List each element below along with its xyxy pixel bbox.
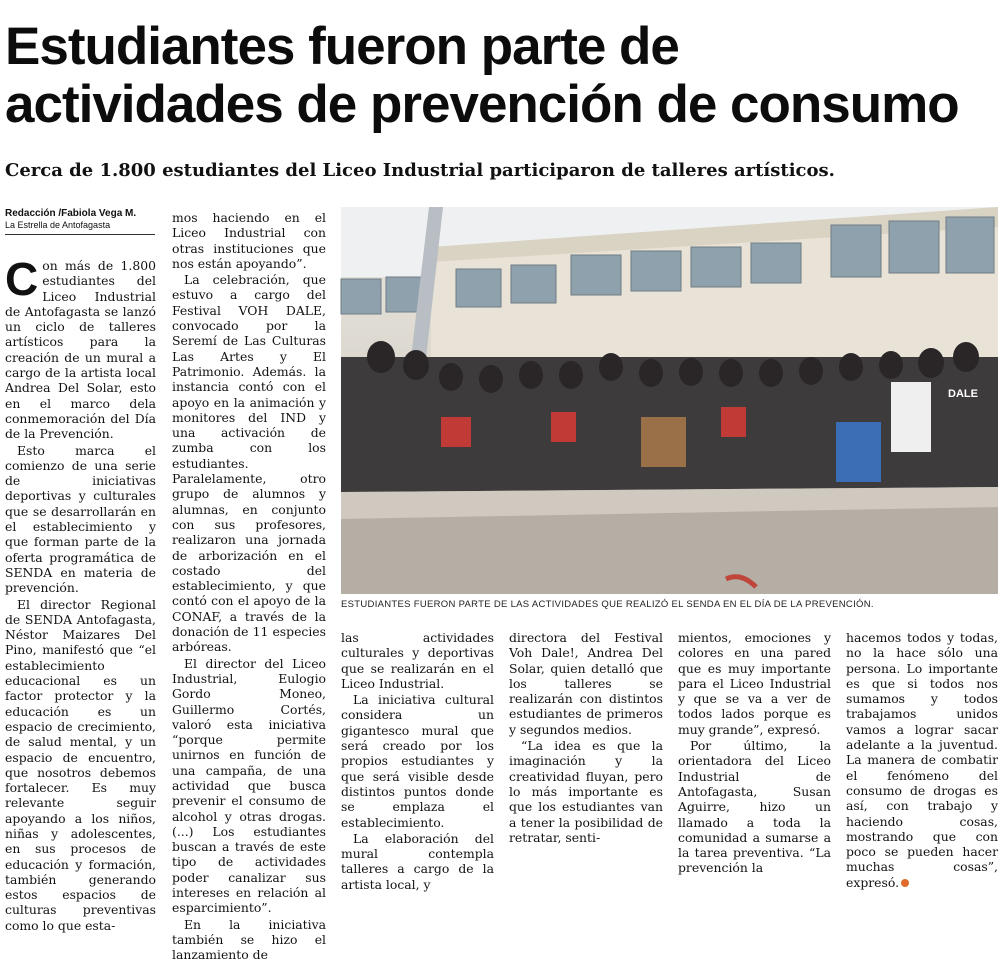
paragraph: En la iniciativa también se hizo el lanzamiento de (172, 916, 326, 963)
outlet: La Estrella de Antofagasta (5, 220, 111, 230)
paragraph: Por último, la orientadora del Liceo Industrial de Antofagasta, Susan Aguirre, hizo un llamado a toda la comunidad a sumarse a la tarea preventiva. “La prevención la (678, 738, 831, 876)
subhead: Cerca de 1.800 estudiantes del Liceo Industrial participaron de talleres artísticos. (5, 160, 835, 181)
paragraph: El director Regional de SENDA Antofagasta, Néstor Maizares Del Pino, manifestó que “el establecimiento educacional es un factor protector y la educación es un espacio de crecimiento, de salud mental, y un espacio de encuentro, que nosotros debemos fortalecer. Es muy relevante seguir apoyando a los niños, niñas y adolescentes, en sus procesos de educación y formación, también generando estos espacios de culturas preventivas como lo que esta- (5, 596, 156, 933)
paragraph: “La idea es que la imaginación y la creatividad fluyan, pero lo más importante es que los estudiantes van a tener la posibilidad de retratar, senti- (509, 738, 663, 845)
byline (5, 208, 155, 235)
end-of-article-icon (901, 879, 909, 887)
headline-line-2: actividades de prevención de consumo (5, 75, 959, 134)
paragraph: las actividades culturales y deportivas que se realizarán en el Liceo Industrial. (341, 630, 494, 691)
article-column-2 (172, 210, 326, 963)
paragraph: hacemos todos y todas, no la hace sólo una persona. Lo importante es que si todos nos sumamos y todos trabajamos unidos vamos a lograr sacar adelante a la juventud. La manera de combatir el fenómeno del consumo de drogas es así, con trabajo y haciendo cosas, mostrando que con poco se pueden hacer muchas cosas”, expresó. (846, 630, 998, 890)
paragraph: mos haciendo en el Liceo Industrial con otras instituciones que nos están apoyando”. (172, 210, 326, 271)
article-column-5 (678, 630, 831, 876)
paragraph-intro: Con más de 1.800 estudiantes del Liceo Industrial de Antofagasta se lanzó un ciclo de talleres artísticos para la creación de un mural a cargo de la artista local Andrea Del Solar, esto en el marco dela conmemoración del Día de la Prevención. (5, 253, 156, 442)
paragraph: Esto marca el comienzo de una serie de iniciativas deportivas y culturales que se desarrollarán en el establecimiento y que forman parte de la oferta programática de SENDA en materia de prevención. (5, 442, 156, 596)
headline-line-1: Estudiantes fueron parte de (5, 17, 679, 76)
article-column-3 (341, 630, 494, 892)
author: Redacción /Fabiola Vega M. (5, 208, 137, 219)
paragraph: La elaboración del mural contempla talleres a cargo de la artista local, y (341, 830, 494, 892)
group-photo-illustration (341, 207, 998, 594)
paragraph: El director del Liceo Industrial, Eulogio Gordo Moneo, Guillermo Cortés, valoró esta iniciativa “porque permite unirnos en función de una campaña, de una actividad que busca prevenir el consumo de alcohol y otras drogas. (...) Los estudiantes buscan a través de este tipo de actividades poder canalizar sus intereses en relación al esparcimiento”. (172, 655, 326, 916)
paragraph: directora del Festival Voh Dale!, Andrea Del Solar, quien detalló que los talleres se realizarán con distintos estudiantes de primeros y segundos medios. (509, 630, 663, 737)
article-column-4 (509, 630, 663, 845)
paragraph: La celebración, que estuvo a cargo del Festival VOH DALE, convocado por la Seremí de Las Culturas Las Artes y El Patrimonio. Además. la instancia contó con el apoyo en la animación y monitores del IND y una activación de zumba con los estudiantes. Paralelamente, otro grupo de alumnos y alumnas, en conjunto con sus profesores, realizaron una jornada de arborización en el costado del establecimiento, y que contó con el apoyo de la CONAF, a través de la donación de 11 especies arbóreas. (172, 272, 326, 655)
article-column-1 (5, 253, 156, 933)
article-column-6 (846, 630, 998, 890)
banner-text: DALE (948, 388, 978, 400)
drop-cap: C (5, 253, 39, 305)
event-photo (341, 207, 998, 594)
photo-caption: ESTUDIANTES FUERON PARTE DE LAS ACTIVIDADES QUE REALIZÓ EL SENDA EN EL DÍA DE LA PREVENCIÓN. (341, 599, 874, 610)
paragraph: mientos, emociones y colores en una pared que es muy importante para el Liceo Industrial y que se va a ver de todos lados porque es muy grande”, expresó. (678, 630, 831, 737)
headline (5, 18, 997, 134)
paragraph: La iniciativa cultural considera un gigantesco mural que será creado por los propios estudiantes y que será visible desde distintos puntos donde se emplaza el establecimiento. (341, 692, 494, 830)
